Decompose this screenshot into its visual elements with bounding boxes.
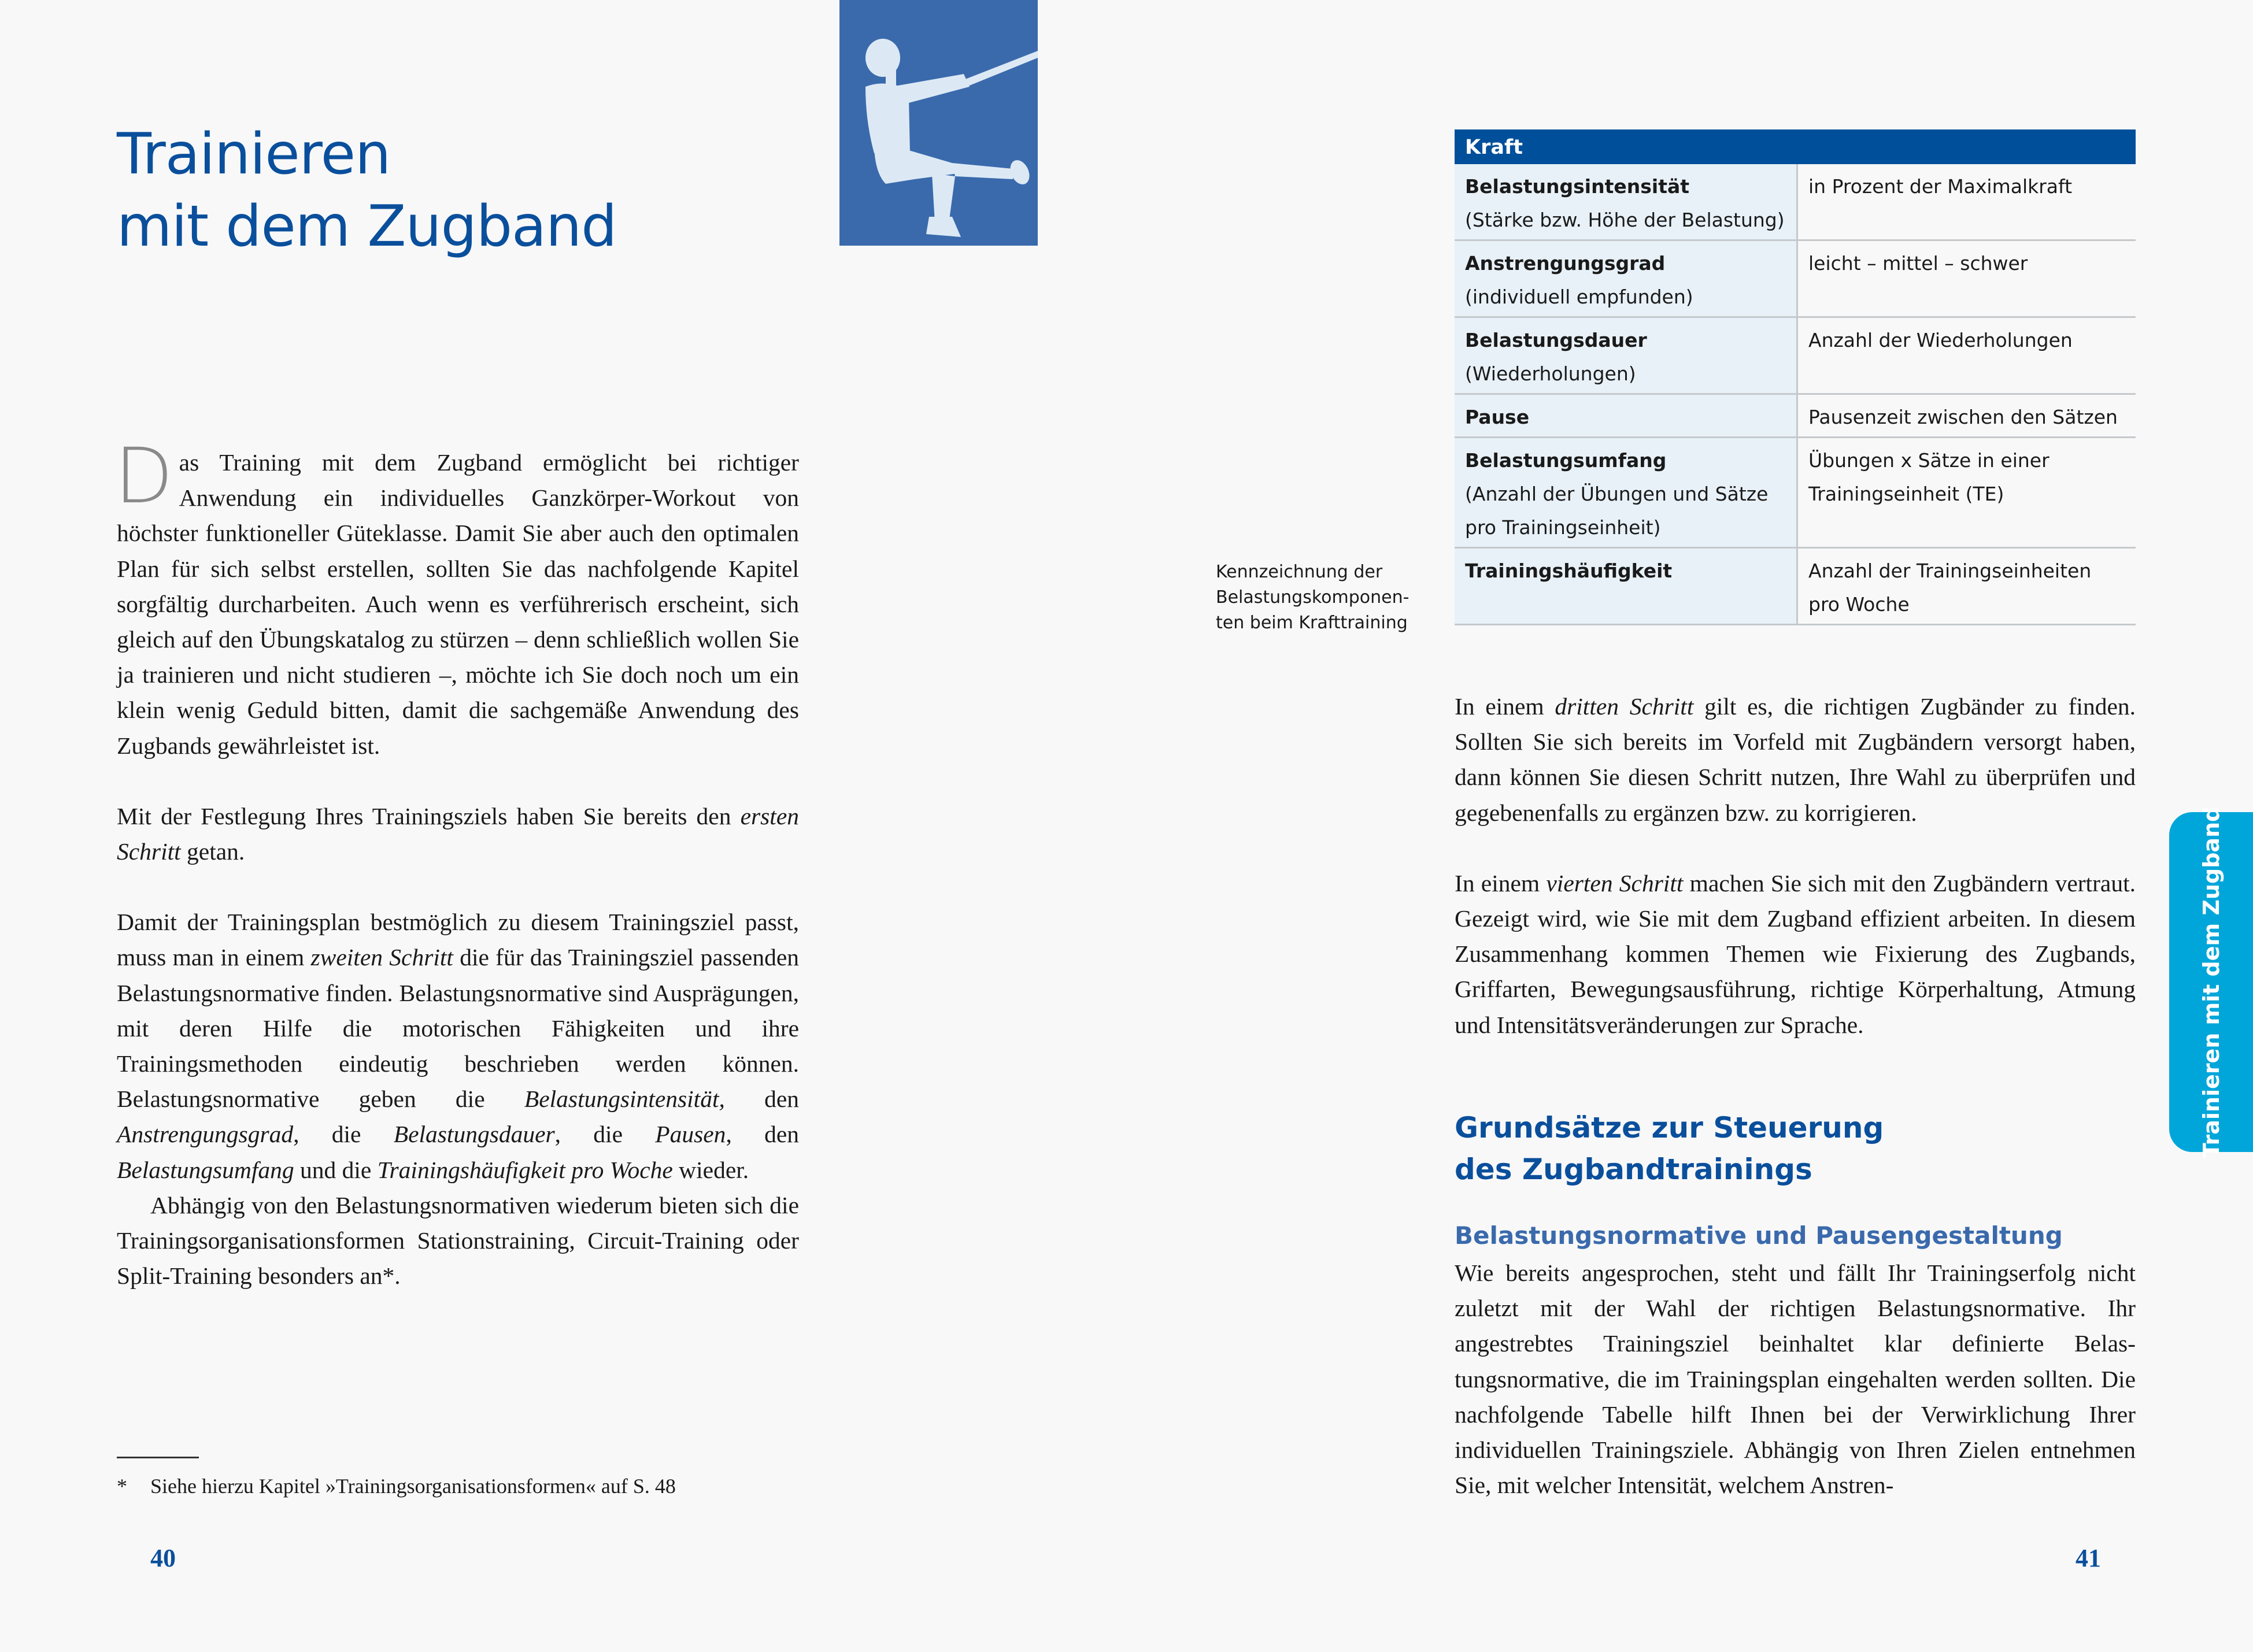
table-caption: Kennzeichnung der Belastungskomponenten beim Krafttraining bbox=[1216, 562, 1409, 633]
table-row bbox=[1455, 240, 2136, 317]
row-key-cell bbox=[1455, 438, 1797, 548]
row-key: Pause bbox=[1465, 406, 1530, 428]
left-body bbox=[114, 432, 800, 1294]
subsection-heading: Belastungsnormative und Pausengestaltung bbox=[1455, 1221, 2063, 1250]
footnote-marker: * bbox=[117, 1475, 127, 1498]
paragraph-belastungsnormative: Wie bereits angesprochen, steht und fällt Ihr Trainingserfolg nicht zuletzt mit der Wahl der richtigen Belastungsnormative. Ihr angestrebtes Trainingsziel beinhaltet klar definierte Belastungsnormative, die im Trainingsplan eingehalten werden sollten. Die nachfolgende Tabelle hilft Ihnen bei der Verwirklichung Ihrer individuellen Trainingsziele. Abhängig von Ihren Zielen entnehmen Sie, mit welcher Intensität, welchem Anstren- bbox=[1455, 1260, 2136, 1499]
table-row bbox=[1455, 317, 2136, 394]
intro-paragraph: Das Training mit dem Zugband ermöglicht bei richtiger Anwendung ein individuelles Ganzkörper-Workout von höchster funktioneller Güteklasse. Damit Sie aber auch den optimalen Plan für sich selbst erstellen, sollten Sie das nachfolgende Kapitel sorgfältig durcharbeiten. Auch wenn es verführerisch erscheint, sich gleich auf den Übungskatalog zu stürzen – denn schließlich wollen Sie ja trainieren und nicht studieren –, möchte ich Sie doch noch um ein klein wenig Geduld bitten, damit die sachgemäße Anwendung des Zugbands gewährleistet ist. bbox=[114, 432, 799, 759]
row-key-sub: (Stärke bzw. Höhe der Belastung) bbox=[1465, 209, 1785, 231]
row-key-cell bbox=[1455, 548, 1797, 625]
chapter-title-line2: mit dem Zugband bbox=[117, 194, 617, 260]
row-key: Belastungsintensität bbox=[1465, 175, 1690, 198]
paragraph-fourth-step: In einem vierten Schritt machen Sie sich mit den Zugbändern vertraut. Gezeigt wird, wie Sie mit dem Zugband effizient arbeiten. In diesem Zusammenhang kommen Themen wie Fixierung des Zugbands, Griffarten, Bewegungsausführung, richtige Körperhaltung, Atmung und Intensitätsveränderungen zur Sprache. bbox=[1455, 869, 2136, 1038]
footnote-text: Siehe hierzu Kapitel »Trainingsorganisationsformen« auf S. 48 bbox=[150, 1475, 676, 1498]
exercise-illustration bbox=[839, 0, 1038, 246]
row-key-cell bbox=[1455, 394, 1797, 438]
row-key-cell bbox=[1455, 317, 1797, 394]
chapter-title-line1: Trainieren bbox=[117, 121, 391, 187]
paragraph-first-step: Mit der Festlegung Ihres Trainingsziels haben Sie bereits den ersten Schritt getan. bbox=[117, 802, 799, 865]
row-value: in Prozent der Maximalkraft bbox=[1797, 164, 2136, 240]
side-tab-label: Trainieren mit dem Zugband bbox=[2198, 806, 2224, 1158]
right-body bbox=[1455, 689, 2136, 1043]
page-number-right: 41 bbox=[2076, 1544, 2101, 1572]
paragraph-organisation: Abhängig von den Belastungsnormativen wiederum bieten sich die Trainingsorganisationsformen Stationstraining, Circuit-Training oder Split-Training besonders an*. bbox=[117, 1191, 799, 1290]
table-header: Kraft bbox=[1455, 129, 2136, 164]
row-key: Anstrengungsgrad bbox=[1465, 252, 1666, 275]
footnote-divider bbox=[117, 1457, 199, 1458]
footnote bbox=[117, 1472, 676, 1500]
row-key-sub: (Wiederholungen) bbox=[1465, 362, 1636, 385]
row-value: Übungen x Sätze in einer Trainingseinheit (TE) bbox=[1797, 438, 2136, 548]
paragraph-second-step: Damit der Trainingsplan bestmöglich zu diesem Trainingsziel passt, muss man in einem zweiten Schritt die für das Trainingsziel passenden Belastungsnormative finden. Belastungsnormative sind Ausprägungen, mit deren Hilfe die motorischen Fähigkeiten und ihre Trainingsmethoden eindeutig beschrieben werden können. Belastungsnormative geben die Belastungsintensität, den Anstrengungsgrad, die Belastungsdauer, die Pausen, den Belastungsumfang und die Trainingshäufigkeit pro Woche wieder. bbox=[117, 909, 800, 1183]
row-value: Anzahl der Wiederholungen bbox=[1797, 317, 2136, 394]
section-heading: Grundsätze zur Steuerung des Zugbandtrainings bbox=[1455, 1111, 1884, 1186]
chapter-side-tab[interactable] bbox=[2169, 806, 2253, 1158]
row-key: Belastungsumfang bbox=[1465, 449, 1667, 472]
row-value: Pausenzeit zwischen den Sätzen bbox=[1797, 394, 2136, 438]
paragraph-third-step: In einem dritten Schritt gilt es, die richtigen Zugbänder zu finden. Sollten Sie sich bereits im Vorfeld mit Zugbändern versorgt haben, dann können Sie diesen Schritt nutzen, Ihre Wahl zu überprüfen und gegebenenfalls zu ergänzen bzw. zu korrigieren. bbox=[1455, 693, 2136, 826]
table-row bbox=[1455, 394, 2136, 438]
row-key-sub: (Anzahl der Übungen und Sätze pro Trainingseinheit) bbox=[1465, 483, 1769, 539]
row-key-sub: (individuell empfunden) bbox=[1465, 286, 1693, 308]
kraft-table bbox=[1455, 129, 2136, 625]
row-value: leicht – mittel – schwer bbox=[1797, 240, 2136, 317]
row-key-cell bbox=[1455, 164, 1797, 240]
table-row bbox=[1455, 548, 2136, 625]
person-pulling-band-icon bbox=[839, 0, 1038, 246]
row-key-cell bbox=[1455, 240, 1797, 317]
row-key: Belastungsdauer bbox=[1465, 329, 1647, 351]
dropcap: D bbox=[114, 432, 173, 521]
table-row bbox=[1455, 438, 2136, 548]
row-key: Trainingshäufigkeit bbox=[1465, 560, 1673, 582]
row-value: Anzahl der Trainingseinheiten pro Woche bbox=[1797, 548, 2136, 625]
chapter-title bbox=[117, 118, 616, 263]
page-number-left: 40 bbox=[150, 1544, 176, 1572]
table-row bbox=[1455, 164, 2136, 240]
